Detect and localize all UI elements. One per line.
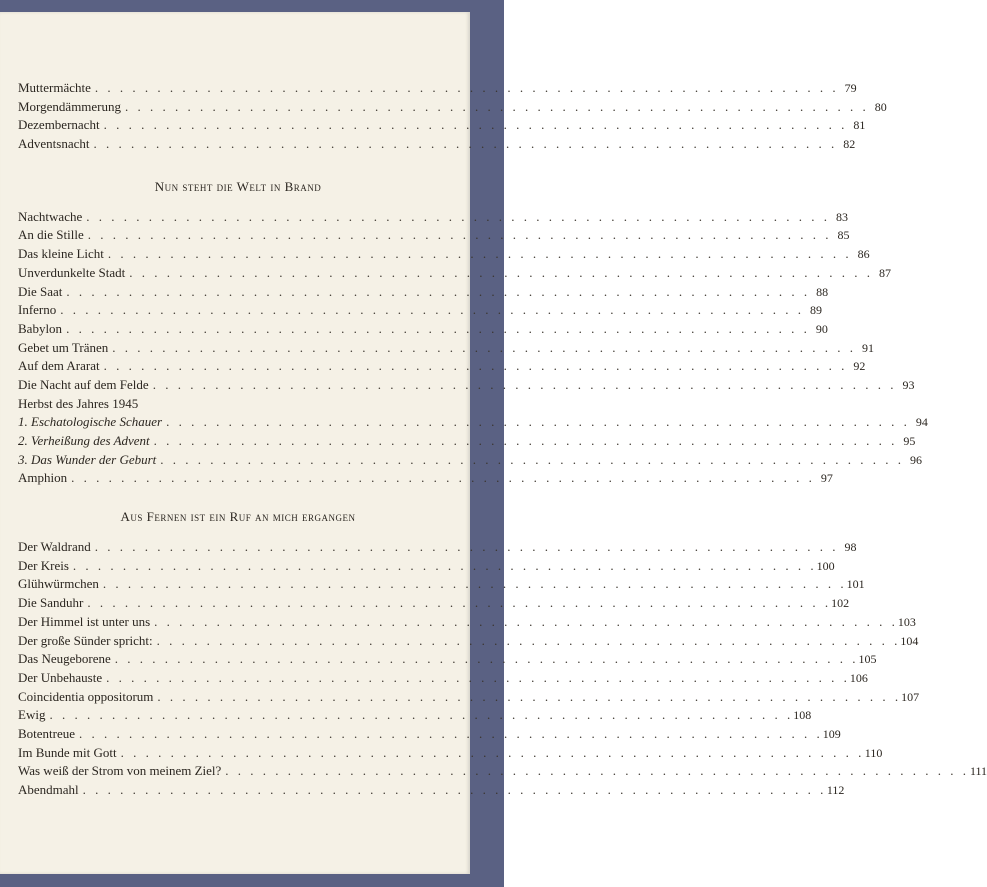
leader-dots: . . . . . . . . . . . . . . . . . . . . . . . . . . . . . . . . . . . . . . . . . . . . . . . . . . . . . . . . . . . . (87, 227, 832, 243)
toc-entry-page: 82 (843, 137, 856, 152)
leader-dots: . . . . . . . . . . . . . . . . . . . . . . . . . . . . . . . . . . . . . . . . . . . . . . . . . . . . . . . . . . . . (154, 613, 898, 629)
toc-entry-title: Abendmahl (18, 782, 79, 797)
toc-entry-title: Gebet um Tränen (18, 339, 109, 355)
leader-dots: . . . . . . . . . . . . . . . . . . . . . . . . . . . . . . . . . . . . . . . . . . . . . . . . . . . . . . . . . . . . (156, 632, 901, 648)
toc-entry-page: 102 (831, 596, 850, 611)
toc-entry-page: 101 (846, 577, 865, 592)
toc-entry-page: 107 (901, 689, 920, 704)
toc-entry-title: Der große Sünder spricht: (18, 632, 153, 648)
toc-entry-title: 2. Verheißung des Advent (18, 433, 150, 448)
section-heading: Nun steht die Welt in Brand (154, 178, 322, 194)
toc-entry-page: 97 (820, 471, 833, 486)
toc-entry-page: 98 (844, 540, 857, 555)
toc-entry (18, 595, 850, 614)
table-of-contents (18, 80, 987, 801)
toc-entry-title: 1. Eschatologische Schauer (18, 414, 163, 430)
toc-entry (18, 264, 891, 284)
toc-entry-page: 88 (816, 284, 829, 299)
toc-entry-title: Der Unbehauste (18, 669, 103, 685)
leader-dots: . . . . . . . . . . . . . . . . . . . . . . . . . . . . . . . . . . . . . . . . . . . . . . . . . . . . . . . . . . . . (49, 707, 794, 723)
toc-entry-page: 106 (849, 670, 868, 685)
toc-entry (18, 744, 883, 764)
leader-dots: . . . . . . . . . . . . . . . . . . . . . . . . . . . . . . . . . . . . . . . . . . . . . . . . . . . . . . . . . . . . (160, 451, 905, 467)
toc-entry-page: 90 (815, 321, 828, 336)
leader-dots: . . . . . . . . . . . . . . . . . . . . . . . . . . . . . . . . . . . . . . . . . . . . . . . . . . . . . . . . . . . . (112, 339, 857, 355)
toc-entry-page: 81 (853, 118, 866, 133)
leader-dots: . . . . . . . . . . . . . . . . . . . . . . . . . . . . . . . . . . . . . . . . . . . . . . . . . . . . . . . . . . . . (114, 651, 859, 667)
toc-entry-title: Das Neugeborene (18, 651, 111, 667)
toc-entry-title: Unverdunkelte Stadt (18, 264, 126, 280)
leader-dots: . . . . . . . . . . . . . . . . . . . . . . . . . . . . . . . . . . . . . . . . . . . . . . . . . . . . . . . . . . . . (87, 595, 832, 611)
toc-entry-title: Morgendämmerung (18, 98, 122, 114)
leader-dots: . . . . . . . . . . . . . . . . . . . . . . . . . . . . . . . . . . . . . . . . . . . . . . . . . . . . . . . . . . . . (79, 725, 823, 741)
toc-entry-page: 80 (874, 99, 887, 114)
toc-entry (18, 470, 833, 489)
toc-entry-title: Das kleine Licht (18, 246, 104, 262)
toc-entry-page: 96 (910, 452, 923, 467)
toc-entry-title: Ewig (18, 707, 46, 723)
toc-entry-title: 3. Das Wunder der Geburt (18, 451, 157, 467)
toc-entry (18, 669, 868, 689)
toc-entry-title: Glühwürmchen (18, 576, 99, 592)
leader-dots: . . . . . . . . . . . . . . . . . . . . . . . . . . . . . . . . . . . . . . . . . . . . . . . . . . . . . . . . . . . . (120, 744, 865, 760)
toc-entry-page: 93 (902, 377, 915, 392)
toc-entry (18, 433, 916, 452)
toc-entry (18, 208, 848, 228)
toc-entry-title: Dezembernacht (18, 117, 100, 133)
toc-entry (18, 117, 866, 136)
toc-entry-page: 91 (862, 340, 875, 355)
toc-entry-title: Amphion (18, 470, 68, 486)
book-page (0, 12, 987, 874)
leader-dots: . . . . . . . . . . . . . . . . . . . . . . . . . . . . . . . . . . . . . . . . . . . . . . . . . . . . . . . . . . . . (157, 688, 902, 704)
toc-entry-page: 87 (878, 265, 891, 280)
toc-entry (18, 246, 870, 265)
section-heading: Aus Fernen ist ein Ruf an mich ergangen (120, 509, 356, 525)
toc-entry (18, 302, 823, 321)
leader-dots: . . . . . . . . . . . . . . . . . . . . . . . . . . . . . . . . . . . . . . . . . . . . . . . . . . . . . . . . . . . . (71, 470, 815, 486)
toc-entry-page: 89 (810, 303, 823, 318)
toc-entry-page: 111 (969, 764, 987, 779)
toc-entry-page: 92 (853, 359, 866, 374)
leader-dots: . . . . . . . . . . . . . . . . . . . . . . . . . . . . . . . . . . . . . . . . . . . . . . . . . . . . . . . . . . . . (94, 80, 839, 95)
toc-entry-page: 104 (900, 633, 919, 648)
leader-dots: . . . . . . . . . . . . . . . . . . . . . . . . . . . . . . . . . . . . . . . . . . . . . . . . . . . . . . . . . . . . (86, 208, 830, 224)
toc-entry-page: 103 (897, 614, 916, 629)
toc-entry-page: 110 (864, 745, 883, 760)
leader-dots: . . . . . . . . . . . . . . . . . . . . . . . . . . . . . . . . . . . . . . . . . . . . . . . . . . . . . . . . . . . . (93, 136, 838, 152)
toc-entry-title: Die Nacht auf dem Felde (18, 376, 149, 392)
toc-entry-page: 112 (826, 783, 845, 797)
leader-dots: . . . . . . . . . . . . . . . . . . . . . . . . . . . . . . . . . . . . . . . . . . . . . . . . . . . . . . . . . . . . (103, 117, 848, 133)
leader-dots: . . . . . . . . . . . . . . . . . . . . . . . . . . . . . . . . . . . . . . . . . . . . . . . . . . . . . . . . . . . . (94, 539, 839, 555)
leader-dots: . . . . . . . . . . . . . . . . . . . . . . . . . . . . . . . . . . . . . . . . . . . . . . . . . . . . . . . . . . . . (125, 98, 869, 114)
toc-entry-title: Die Saat (18, 283, 63, 299)
toc-entry (18, 283, 829, 303)
toc-entry-title: Coincidentia oppositorum (18, 688, 154, 704)
toc-entry-title: An die Stille (18, 227, 84, 243)
toc-entry-title: Inferno (18, 302, 57, 318)
toc-entry (18, 707, 812, 726)
toc-entry-title: Nachtwache (18, 208, 83, 224)
toc-entry-page: 85 (837, 228, 850, 243)
leader-dots: . . . . . . . . . . . . . . . . . . . . . . . . . . . . . . . . . . . . . . . . . . . . . . . . . . . . . . . . . . . . (82, 782, 827, 797)
toc-entry-page: 95 (903, 434, 916, 448)
toc-entry (18, 632, 919, 652)
toc-entry (18, 763, 987, 782)
toc-entry-page: 86 (857, 247, 870, 262)
toc-entry-title: Muttermächte (18, 80, 91, 95)
toc-entry-title: Botentreue (18, 725, 76, 741)
toc-entry-title: Was weiß der Strom von meinem Ziel? (18, 763, 222, 779)
toc-entry-title: Der Waldrand (18, 539, 91, 555)
leader-dots: . . . . . . . . . . . . . . . . . . . . . . . . . . . . . . . . . . . . . . . . . . . . . . . . . . . . . . . . . . . . (153, 433, 898, 448)
leader-dots: . . . . . . . . . . . . . . . . . . . . . . . . . . . . . . . . . . . . . . . . . . . . . . . . . . . . . . . . . . . . (102, 576, 847, 592)
toc-group-heading (18, 396, 418, 415)
leader-dots: . . . . . . . . . . . . . . . . . . . . . . . . . . . . . . . . . . . . . . . . . . . . . . . . . . . . . . . . . . . . (66, 320, 810, 336)
toc-entry (18, 376, 915, 396)
toc-entry (18, 320, 828, 340)
toc-entry (18, 451, 923, 471)
toc-entry-page: 105 (858, 652, 877, 667)
leader-dots: . . . . . . . . . . . . . . . . . . . . . . . . . . . . . . . . . . . . . . . . . . . . . . . . . . . . . . . . . . . . (103, 358, 848, 374)
leader-dots: . . . . . . . . . . . . . . . . . . . . . . . . . . . . . . . . . . . . . . . . . . . . . . . . . . . . . . . . . . . . (225, 763, 970, 779)
toc-entry-title: Der Himmel ist unter uns (18, 613, 151, 629)
toc-entry-title: Der Kreis (18, 557, 69, 573)
toc-entry-title: Herbst des Jahres 1945 (18, 395, 139, 411)
toc-entry-page: 94 (915, 415, 928, 430)
toc-entry (18, 539, 857, 558)
toc-entry-title: Auf dem Ararat (18, 358, 100, 374)
toc-entry-title: Adventsnacht (18, 136, 90, 152)
leader-dots: . . . . . . . . . . . . . . . . . . . . . . . . . . . . . . . . . . . . . . . . . . . . . . . . . . . . . . . . . . . . (107, 246, 852, 262)
toc-entry-title: Die Sanduhr (18, 595, 84, 611)
toc-entry (18, 227, 850, 246)
toc-entry-title: Babylon (18, 320, 63, 336)
toc-entry-page: 109 (822, 726, 841, 741)
toc-entry (18, 557, 835, 577)
leader-dots: . . . . . . . . . . . . . . . . . . . . . . . . . . . . . . . . . . . . . . . . . . . . . . . . . . . . . . . . . . . . (66, 283, 811, 299)
toc-entry-page: 108 (793, 708, 812, 723)
toc-entry (18, 688, 920, 708)
toc-entry-title: Im Bunde mit Gott (18, 744, 117, 760)
leader-dots: . . . . . . . . . . . . . . . . . . . . . . . . . . . . . . . . . . . . . . . . . . . . . . . . . . . . . . . . . . . . (152, 376, 897, 392)
toc-entry (18, 414, 928, 433)
toc-entry (18, 613, 916, 633)
toc-entry (18, 651, 877, 670)
toc-entry-page: 100 (816, 558, 835, 573)
toc-entry (18, 80, 857, 99)
toc-entry (18, 576, 865, 595)
toc-entry (18, 136, 856, 155)
toc-entry (18, 782, 845, 801)
toc-entry-page: 79 (844, 81, 857, 95)
leader-dots: . . . . . . . . . . . . . . . . . . . . . . . . . . . . . . . . . . . . . . . . . . . . . . . . . . . . . . . . . . . . (72, 557, 817, 573)
toc-entry (18, 98, 887, 118)
leader-dots: . . . . . . . . . . . . . . . . . . . . . . . . . . . . . . . . . . . . . . . . . . . . . . . . . . . . . . . . . . . . (166, 414, 910, 430)
toc-entry (18, 358, 866, 377)
leader-dots: . . . . . . . . . . . . . . . . . . . . . . . . . . . . . . . . . . . . . . . . . . . . . . . . . . . . . . . . . . . . (129, 264, 873, 280)
leader-dots: . . . . . . . . . . . . . . . . . . . . . . . . . . . . . . . . . . . . . . . . . . . . . . . . . . . . . . . . . . . . (106, 669, 850, 685)
toc-entry (18, 339, 875, 359)
leader-dots: . . . . . . . . . . . . . . . . . . . . . . . . . . . . . . . . . . . . . . . . . . . . . . . . . . . . . . . . . . . . (60, 302, 805, 318)
toc-entry-page: 83 (836, 209, 848, 224)
toc-entry (18, 725, 841, 745)
